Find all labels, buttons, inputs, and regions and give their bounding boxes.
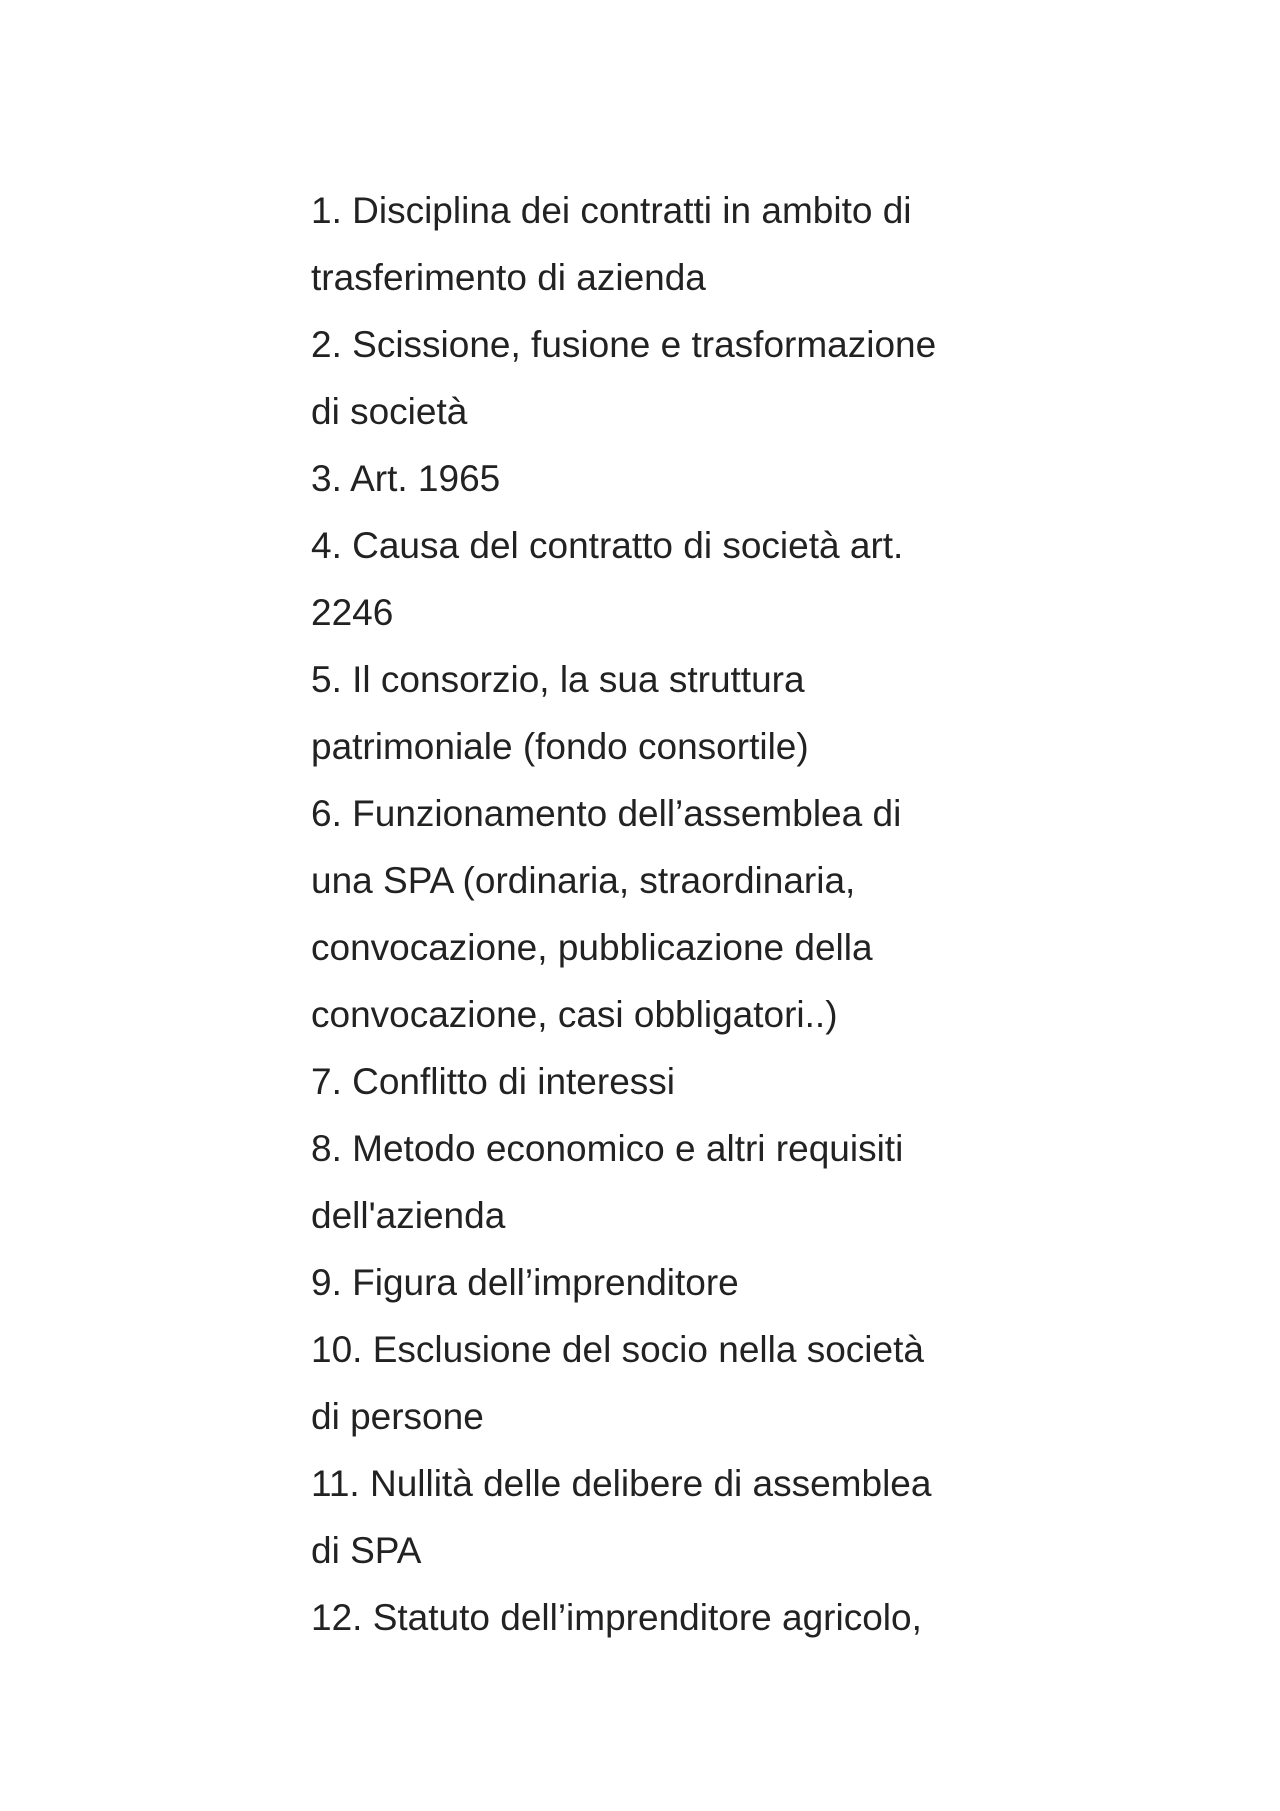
list-item: 6. Funzionamento dell’assemblea di una SPA (ordinaria, straordinaria, convocazione, pubblicazione della convocazione, casi obbligatori..) — [311, 793, 902, 1035]
list-item: 9. Figura dell’imprenditore — [311, 1262, 739, 1303]
list-item: 4. Causa del contratto di società art. 2246 — [311, 525, 904, 633]
list-item: 2. Scissione, fusione e trasformazione di società — [311, 324, 937, 432]
topic-list — [311, 177, 991, 1651]
list-item: 12. Statuto dell’imprenditore agricolo, — [311, 1597, 922, 1638]
list-item: 11. Nullità delle delibere di assemblea di SPA — [311, 1463, 932, 1571]
list-item: 10. Esclusione del socio nella società di persone — [311, 1329, 924, 1437]
list-item: 7. Conflitto di interessi — [311, 1061, 676, 1102]
list-item: 3. Art. 1965 — [311, 458, 501, 499]
list-item: 1. Disciplina dei contratti in ambito di trasferimento di azienda — [311, 190, 912, 298]
list-item: 8. Metodo economico e altri requisiti dell'azienda — [311, 1128, 904, 1236]
list-item: 5. Il consorzio, la sua struttura patrimoniale (fondo consortile) — [311, 659, 809, 767]
